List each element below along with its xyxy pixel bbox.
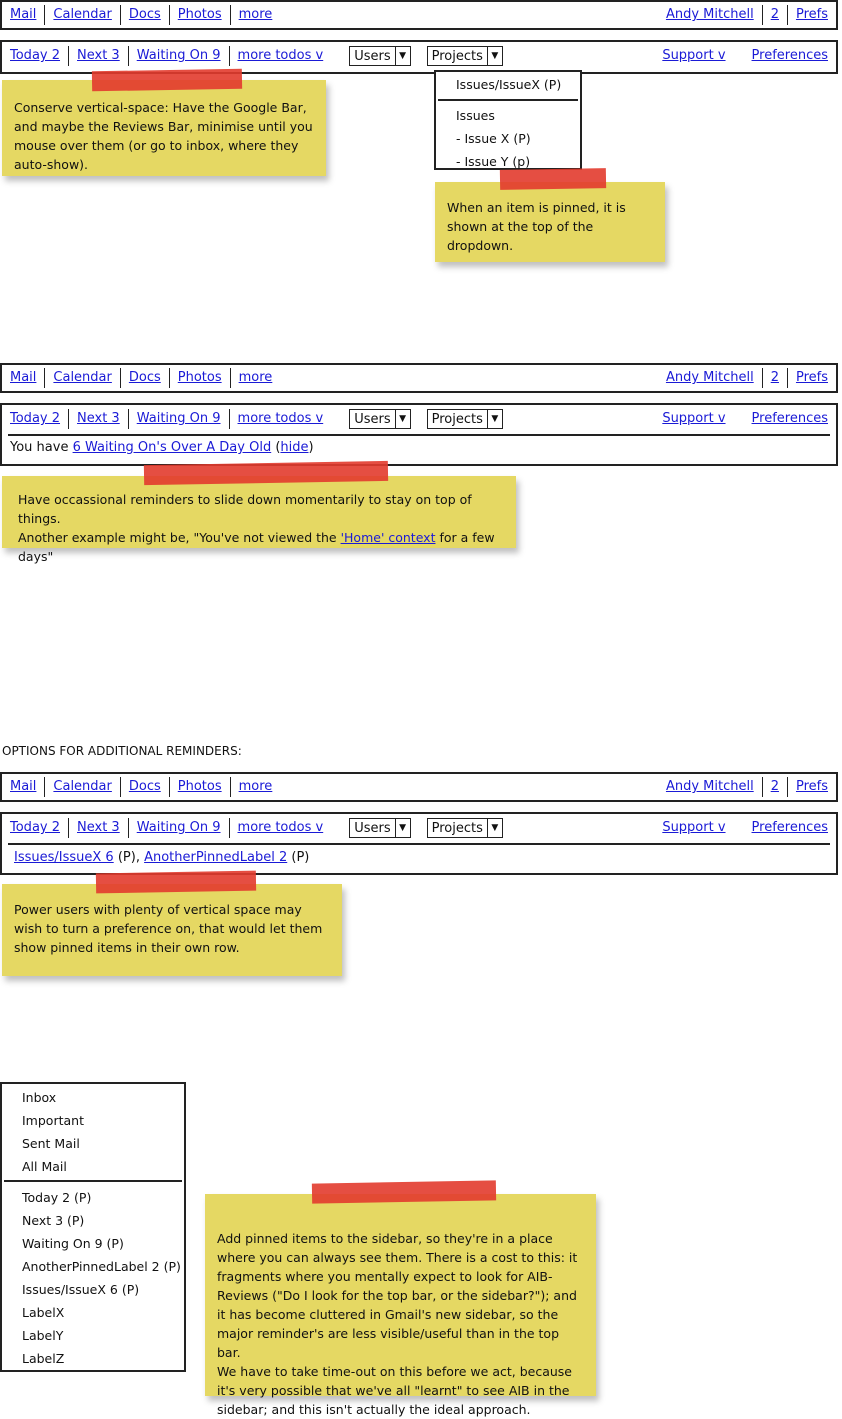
reminder-link[interactable]: 6 Waiting On's Over A Day Old xyxy=(72,440,272,455)
support-link[interactable]: Support v xyxy=(662,48,726,63)
aib-bar-row xyxy=(2,815,836,841)
sidebar-item-label[interactable]: AnotherPinnedLabel 2 (P) xyxy=(22,1259,181,1274)
chevron-down-icon: ▼ xyxy=(487,410,502,428)
note-text: Power users with plenty of vertical space may wish to turn a preference on, that would let them show pinned items in their own row. xyxy=(14,902,323,955)
chevron-down-icon: ▼ xyxy=(395,47,410,65)
users-select[interactable] xyxy=(349,818,410,838)
sticky-note xyxy=(2,80,326,176)
gbar-user-link[interactable]: Andy Mitchell xyxy=(665,7,754,22)
sticky-note xyxy=(2,884,342,976)
sidebar-item-label[interactable]: Today 2 (P) xyxy=(22,1190,92,1205)
support-link[interactable]: Support v xyxy=(662,820,726,835)
note-text: When an item is pinned, it is shown at the top of the dropdown. xyxy=(447,200,626,253)
next-link[interactable]: Next 3 xyxy=(77,48,120,63)
waiting-link[interactable]: Waiting On 9 xyxy=(136,820,221,835)
sidebar-item-sent-mail[interactable]: Sent Mail xyxy=(22,1136,80,1151)
aib-bar xyxy=(0,40,838,74)
gbar-more-link[interactable]: more xyxy=(238,779,273,794)
sidebar-item-important[interactable]: Important xyxy=(22,1113,84,1128)
sticky-note xyxy=(2,476,516,564)
sidebar-item-label[interactable]: LabelZ xyxy=(22,1351,65,1366)
sidebar-item-label[interactable]: LabelY xyxy=(22,1328,64,1343)
gbar-more-link[interactable]: more xyxy=(238,370,273,385)
gbar-mail-link[interactable]: Mail xyxy=(10,7,37,22)
divider xyxy=(8,434,830,436)
gbar-prefs-link[interactable]: Prefs xyxy=(795,779,828,794)
gbar-prefs-link[interactable]: Prefs xyxy=(795,370,828,385)
preferences-link[interactable]: Preferences xyxy=(751,48,828,63)
projects-dropdown-menu xyxy=(434,70,582,170)
gbar-more-link[interactable]: more xyxy=(238,7,273,22)
gbar-mail-link[interactable]: Mail xyxy=(10,779,37,794)
gbar-user-link[interactable]: Andy Mitchell xyxy=(665,779,754,794)
chevron-down-icon: ▼ xyxy=(395,410,410,428)
projects-select-label: Projects xyxy=(431,820,483,836)
aib-bar xyxy=(0,812,838,875)
more-todos-link[interactable]: more todos v xyxy=(237,48,324,63)
gbar-photos-link[interactable]: Photos xyxy=(177,779,222,794)
note-text-line xyxy=(18,528,504,566)
projects-select-label: Projects xyxy=(431,411,483,427)
today-link[interactable]: Today 2 xyxy=(10,48,61,63)
aib-bar-row xyxy=(2,43,836,69)
gbar-calendar-link[interactable]: Calendar xyxy=(53,370,112,385)
gbar-docs-link[interactable]: Docs xyxy=(128,370,161,385)
pinned-item-link[interactable]: AnotherPinnedLabel 2 xyxy=(144,850,288,865)
gbar-calendar-link[interactable]: Calendar xyxy=(53,7,112,22)
next-link[interactable]: Next 3 xyxy=(77,820,120,835)
pinned-row xyxy=(14,850,309,865)
waiting-link[interactable]: Waiting On 9 xyxy=(136,48,221,63)
gbar-photos-link[interactable]: Photos xyxy=(177,370,222,385)
note-text: Have occassional reminders to slide down momentarily to stay on top of things. xyxy=(18,492,472,526)
pinned-item-link[interactable]: Issues/IssueX 6 xyxy=(14,850,114,865)
gbar-count-link[interactable]: 2 xyxy=(770,370,779,385)
gmail-sidebar xyxy=(0,1082,186,1372)
section-heading: OPTIONS FOR ADDITIONAL REMINDERS: xyxy=(2,744,242,758)
dropdown-item[interactable]: Issues xyxy=(456,108,495,123)
note-text: for a few days" xyxy=(18,530,495,564)
dropdown-item[interactable]: - Issue Y (p) xyxy=(456,154,531,169)
preferences-link[interactable]: Preferences xyxy=(751,411,828,426)
home-context-link[interactable]: 'Home' context xyxy=(340,530,436,545)
divider xyxy=(8,843,830,845)
note-text: Add pinned items to the sidebar, so they're in a place where you can always see them. There is a cost to this: it fragments where you mentally expect to look for AIB-Reviews ("Do I look for the top bar, or the sidebar?"); and it has become cluttered in Gmail's new sidebar, so the major reminder's are less visible/useful than in the top bar. We have to take time-out on this before we act, because it's very possible that we've all "learnt" to see AIB in the sidebar; and this isn't actually the ideal approach. xyxy=(217,1231,578,1417)
more-todos-link[interactable]: more todos v xyxy=(237,820,324,835)
users-select[interactable] xyxy=(349,46,410,66)
pinned-suffix: (P) xyxy=(287,850,310,865)
hide-reminder-link[interactable]: hide xyxy=(280,440,309,455)
reminder-text: ( xyxy=(271,440,281,455)
note-text: Another example might be, "You've not viewed the xyxy=(18,530,341,545)
projects-select[interactable] xyxy=(427,409,503,429)
gbar-docs-link[interactable]: Docs xyxy=(128,779,161,794)
pinned-suffix: (P), xyxy=(113,850,145,865)
users-select-label: Users xyxy=(354,48,391,64)
note-text: Conserve vertical-space: Have the Google Bar, and maybe the Reviews Bar, minimise until you mouse over them (or go to inbox, where they auto-show). xyxy=(14,100,313,172)
google-bar xyxy=(0,0,838,30)
reminder-row xyxy=(10,440,314,455)
chevron-down-icon: ▼ xyxy=(487,47,502,65)
aib-bar-row xyxy=(2,406,836,432)
sidebar-item-label[interactable]: Next 3 (P) xyxy=(22,1213,85,1228)
users-select-label: Users xyxy=(354,411,391,427)
gbar-calendar-link[interactable]: Calendar xyxy=(53,779,112,794)
gbar-count-link[interactable]: 2 xyxy=(770,7,779,22)
reminder-text: ) xyxy=(308,440,314,455)
dropdown-pinned-item[interactable]: Issues/IssueX (P) xyxy=(456,77,562,92)
projects-select[interactable] xyxy=(427,818,503,838)
more-todos-link[interactable]: more todos v xyxy=(237,411,324,426)
tape xyxy=(92,69,242,92)
google-bar xyxy=(0,363,838,393)
next-link[interactable]: Next 3 xyxy=(77,411,120,426)
chevron-down-icon: ▼ xyxy=(395,819,410,837)
gbar-docs-link[interactable]: Docs xyxy=(128,7,161,22)
gbar-user-link[interactable]: Andy Mitchell xyxy=(665,370,754,385)
projects-select-label: Projects xyxy=(431,48,483,64)
users-select-label: Users xyxy=(354,820,391,836)
tape xyxy=(144,461,388,485)
dropdown-item[interactable]: - Issue X (P) xyxy=(456,131,531,146)
sidebar-item-label[interactable]: LabelX xyxy=(22,1305,65,1320)
google-bar-row xyxy=(2,774,836,800)
sticky-note xyxy=(435,182,665,262)
sidebar-item-all-mail[interactable]: All Mail xyxy=(22,1159,67,1174)
gbar-photos-link[interactable]: Photos xyxy=(177,7,222,22)
google-bar xyxy=(0,772,838,802)
projects-select[interactable] xyxy=(427,46,503,66)
support-link[interactable]: Support v xyxy=(662,411,726,426)
users-select[interactable] xyxy=(349,409,410,429)
tape xyxy=(96,871,256,894)
preferences-link[interactable]: Preferences xyxy=(751,820,828,835)
waiting-link[interactable]: Waiting On 9 xyxy=(136,411,221,426)
tape xyxy=(500,168,606,190)
sticky-note xyxy=(205,1194,596,1417)
sidebar-item-inbox[interactable]: Inbox xyxy=(22,1090,57,1105)
gbar-count-link[interactable]: 2 xyxy=(770,779,779,794)
today-link[interactable]: Today 2 xyxy=(10,411,61,426)
dropdown-divider xyxy=(438,99,578,101)
today-link[interactable]: Today 2 xyxy=(10,820,61,835)
sidebar-divider xyxy=(4,1180,182,1182)
google-bar-row xyxy=(2,2,836,28)
gbar-prefs-link[interactable]: Prefs xyxy=(795,7,828,22)
chevron-down-icon: ▼ xyxy=(487,819,502,837)
reminder-text: You have xyxy=(10,440,73,455)
sidebar-item-label[interactable]: Issues/IssueX 6 (P) xyxy=(22,1282,140,1297)
gbar-mail-link[interactable]: Mail xyxy=(10,370,37,385)
tape xyxy=(312,1180,496,1203)
aib-bar xyxy=(0,403,838,466)
sidebar-item-label[interactable]: Waiting On 9 (P) xyxy=(22,1236,124,1251)
google-bar-row xyxy=(2,365,836,391)
